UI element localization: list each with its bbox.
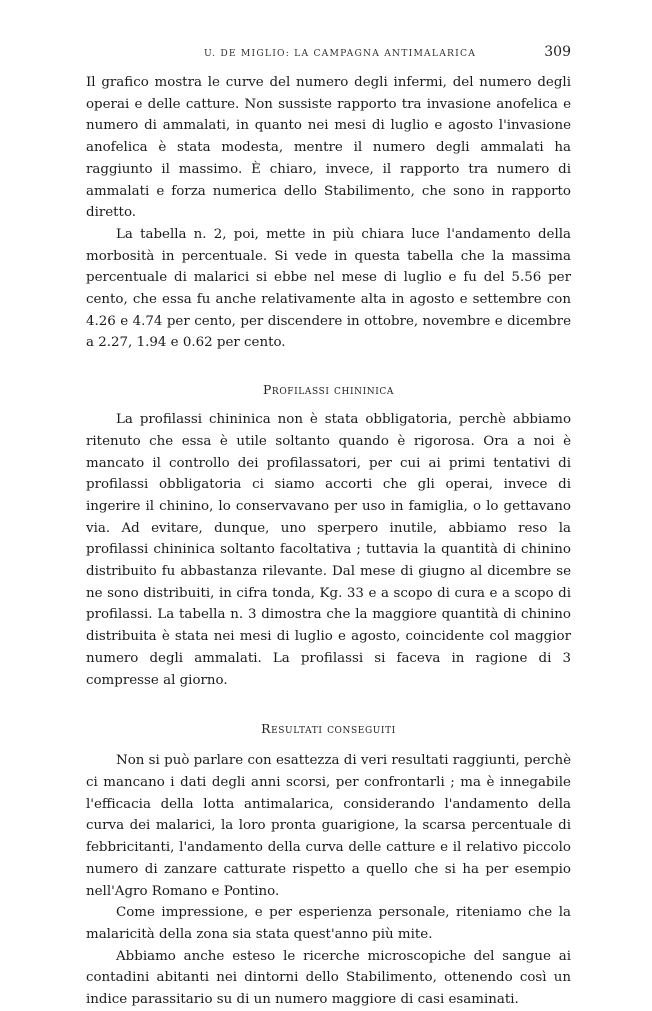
paragraph-tabella-2: La tabella n. 2, poi, mette in più chiara luce l'andamento della morbosità in percentuale. Si vede in questa tabella che la massima percentuale di malarici si ebbe nel mese di luglio e fu del 5.56 per cento, che essa fu anche relativamente alta in agosto e settembre con 4.26 e 4.74 per cento, per discendere in ottobre, novembre e dicembre a 2.27, 1.94 e 0.62 per cento. bbox=[86, 226, 571, 351]
running-title: U. DE MIGLIO: LA CAMPAGNA ANTIMALARICA bbox=[204, 48, 477, 59]
paragraph-resultati: Non si può parlare con esattezza di veri resultati raggiunti, perchè ci mancano i dati degli anni scorsi, per confrontarli ; ma è innegabile l'efficacia della lotta antimalarica, considerando l'andamento della curva dei malarici, la loro pronta guarigione, la scarsa percentuale di febbricitanti, l'andamento della curva delle catture e il relativo piccolo numero di zanzare catturate rispetto a quello che si ha per esempio nell'Agro Romano e Pontino. bbox=[86, 753, 571, 899]
page-number: 309 bbox=[544, 44, 571, 60]
section-heading-resultati: Resultati conseguiti bbox=[261, 721, 396, 737]
section-profilassi bbox=[86, 382, 571, 691]
running-header bbox=[86, 44, 571, 66]
section-resultati bbox=[86, 721, 571, 1010]
section-heading-profilassi: Profilassi chininica bbox=[263, 382, 394, 398]
paragraph-ricerche: Abbiamo anche esteso le ricerche microscopiche del sangue ai contadini abitanti nei dintorni dello Stabilimento, ottenendo così un indice parassitario su di un numero maggiore di casi esaminati. bbox=[86, 948, 571, 1008]
intro-section bbox=[86, 72, 571, 354]
paragraph-impressione: Come impressione, e per esperienza personale, riteniamo che la malaricità della zona sia stata quest'anno più mite. bbox=[86, 905, 571, 942]
paragraph-profilassi: La profilassi chininica non è stata obbligatoria, perchè abbiamo ritenuto che essa è utile soltanto quando è rigorosa. Ora a noi è mancato il controllo dei profilassatori, per cui ai primi tentativi di profilassi obbligatoria ci siamo accorti che gli operai, invece di ingerire il chinino, lo conservavano per uso in famiglia, o lo gettavano via. Ad evitare, dunque, uno sperpero inutile, abbiamo reso la profilassi chininica soltanto facoltativa ; tuttavia la quantità di chinino distribuito fu abbastanza rilevante. Dal mese di giugno al dicembre se ne sono distribuiti, in cifra tonda, Kg. 33 e a scopo di cura e a scopo di profilassi. La tabella n. 3 dimostra che la maggiore quantità di chinino distribuita è stata nei mesi di luglio e agosto, coincidente col maggior numero degli ammalati. La profilassi si faceva in ragione di 3 compresse al giorno. bbox=[86, 412, 571, 688]
document-page bbox=[86, 44, 571, 1011]
paragraph-grafico: Il grafico mostra le curve del numero degli infermi, del numero degli operai e delle catture. Non sussiste rapporto tra invasione anofelica e numero di ammalati, in quanto nei mesi di luglio e agosto l'invasione anofelica è stata modesta, mentre il numero degli ammalati ha raggiunto il massimo. È chiaro, invece, il rapporto tra numero di ammalati e forza numerica dello Stabilimento, che sono in rapporto diretto. bbox=[86, 75, 571, 221]
